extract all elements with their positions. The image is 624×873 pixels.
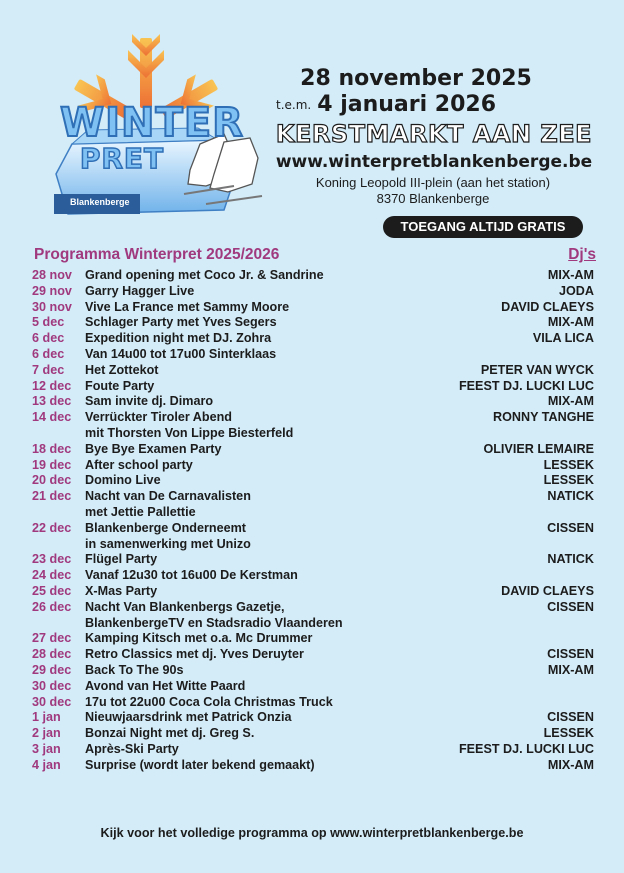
program-title: Programma Winterpret 2025/2026 [34, 246, 280, 263]
event-dj: JODA [559, 283, 594, 298]
event-dj: FEEST DJ. LUCKI LUC [458, 741, 594, 756]
event-row [32, 300, 594, 316]
event-title: Blankenberge Onderneemt [85, 520, 246, 535]
event-row [32, 552, 594, 568]
event-row [32, 647, 594, 663]
event-title: Domino Live [85, 473, 161, 488]
event-date: 6 dec [32, 346, 65, 361]
event-title: Grand opening met Coco Jr. & Sandrine [85, 268, 324, 282]
events-list [32, 268, 594, 774]
footer-note: Kijk voor het volledige programma op www.winterpretblankenberge.be [100, 826, 524, 840]
event-row [32, 268, 594, 284]
program-header [34, 246, 596, 266]
winterpret-logo [28, 34, 268, 224]
event-dj: RONNY TANGHE [493, 410, 594, 425]
event-row [32, 458, 594, 474]
event-dj: CISSEN [547, 599, 594, 614]
date-end: 4 januari 2026 [317, 92, 497, 117]
event-title: Foute Party [85, 378, 155, 393]
event-row [32, 742, 594, 758]
event-title: Van 14u00 tot 17u00 Sinterklaas [85, 346, 277, 361]
event-dj: DAVID CLAEYS [501, 583, 594, 598]
event-row [32, 489, 594, 521]
event-row [32, 473, 594, 489]
event-row [32, 410, 594, 442]
event-date: 13 dec [32, 394, 72, 409]
event-dj: MIX-AM [547, 268, 594, 282]
event-title: Kamping Kitsch met o.a. Mc Drummer [85, 631, 313, 646]
event-title: Avond van Het Witte Paard [85, 678, 246, 693]
event-title: Verrückter Tiroler Abend [85, 410, 232, 425]
event-date: 23 dec [32, 552, 72, 567]
event-row [32, 442, 594, 458]
event-dj: MIX-AM [547, 394, 594, 409]
event-title: Nacht Van Blankenbergs Gazetje, [85, 599, 285, 614]
event-date: 20 dec [32, 473, 72, 488]
logo-word-winter: WINTER [60, 100, 244, 146]
event-title: X-Mas Party [85, 583, 158, 598]
event-date: 12 dec [32, 378, 72, 393]
event-title: Bonzai Night met dj. Greg S. [85, 726, 255, 741]
event-title: Sam invite dj. Dimaro [85, 394, 214, 409]
event-row [32, 631, 594, 647]
date-start: 28 november 2025 [300, 66, 532, 91]
event-row [32, 568, 594, 584]
event-row [32, 347, 594, 363]
event-dj: MIX-AM [547, 662, 594, 677]
event-dates [276, 66, 556, 118]
event-date: 18 dec [32, 441, 72, 456]
event-date: 2 jan [32, 726, 61, 741]
logo-word-pret: PRET [79, 142, 165, 175]
event-date: 21 dec [32, 489, 72, 504]
event-dj: CISSEN [547, 710, 594, 725]
event-row [32, 600, 594, 632]
free-entry-badge: TOEGANG ALTIJD GRATIS [383, 216, 583, 238]
event-dj: VILA LICA [532, 331, 594, 346]
event-row [32, 710, 594, 726]
event-title-continued: in samenwerking met Unizo [85, 536, 251, 551]
event-title: Retro Classics met dj. Yves Deruyter [85, 647, 304, 662]
event-dj: CISSEN [547, 520, 594, 535]
event-date: 29 nov [32, 283, 72, 298]
event-dj: LESSEK [543, 473, 594, 488]
event-date: 24 dec [32, 568, 72, 583]
event-title: Surprise (wordt later bekend gemaakt) [85, 757, 315, 772]
event-dj: DAVID CLAEYS [501, 299, 594, 314]
event-title: Het Zottekot [85, 362, 159, 377]
event-row [32, 315, 594, 331]
event-date: 14 dec [32, 410, 72, 425]
event-dj: MIX-AM [547, 757, 594, 772]
date-tem: t.e.m. [276, 98, 312, 112]
event-title-continued: met Jettie Pallettie [85, 504, 196, 519]
event-row [32, 663, 594, 679]
event-dj: LESSEK [543, 457, 594, 472]
event-title: Nacht van De Carnavalisten [85, 489, 251, 504]
event-date: 22 dec [32, 520, 72, 535]
event-title: Vive La France met Sammy Moore [85, 299, 290, 314]
event-date: 30 nov [32, 299, 72, 314]
event-row [32, 584, 594, 600]
event-title: Back To The 90s [85, 662, 184, 677]
address-line-1: Koning Leopold III-plein (aan het station) [315, 175, 551, 190]
event-row [32, 521, 594, 553]
market-title: KERSTMARKT AAN ZEE [275, 120, 593, 148]
event-date: 29 dec [32, 662, 72, 677]
event-dj: OLIVIER LEMAIRE [483, 441, 594, 456]
event-dj: LESSEK [543, 726, 594, 741]
event-row [32, 394, 594, 410]
event-title-continued: mit Thorsten Von Lippe Biesterfeld [85, 425, 294, 440]
event-title: 17u tot 22u00 Coca Cola Christmas Truck [85, 694, 333, 709]
event-dj: MIX-AM [547, 315, 594, 330]
event-row [32, 758, 594, 774]
event-date: 4 jan [32, 757, 61, 772]
event-title-continued: BlankenbergeTV en Stadsradio Vlaanderen [85, 615, 343, 630]
event-title: Schlager Party met Yves Segers [85, 315, 277, 330]
event-title: After school party [85, 457, 193, 472]
event-row [32, 284, 594, 300]
address [278, 175, 588, 207]
event-dj: FEEST DJ. LUCKI LUC [458, 378, 594, 393]
event-date: 7 dec [32, 362, 65, 377]
event-dj: NATICK [547, 489, 594, 504]
event-row [32, 695, 594, 711]
website-url: www.winterpretblankenberge.be [275, 152, 593, 172]
event-title: Bye Bye Examen Party [85, 441, 222, 456]
event-row [32, 726, 594, 742]
event-dj: PETER VAN WYCK [480, 362, 594, 377]
event-dj: CISSEN [547, 647, 594, 662]
logo-brand-label: Blankenberge [70, 197, 130, 207]
event-row [32, 363, 594, 379]
event-date: 27 dec [32, 631, 72, 646]
address-line-2: 8370 Blankenberge [376, 191, 490, 206]
event-date: 28 nov [32, 268, 72, 282]
event-date: 1 jan [32, 710, 61, 725]
event-title: Vanaf 12u30 tot 16u00 De Kerstman [85, 568, 298, 583]
date-end-line [276, 92, 556, 118]
event-dj: NATICK [547, 552, 594, 567]
event-title: Nieuwjaarsdrink met Patrick Onzia [85, 710, 292, 725]
event-title: Garry Hagger Live [85, 283, 195, 298]
event-title: Après-Ski Party [85, 741, 179, 756]
event-date: 3 jan [32, 741, 61, 756]
event-date: 30 dec [32, 694, 72, 709]
dj-heading: Dj's [568, 246, 596, 263]
event-date: 28 dec [32, 647, 72, 662]
event-title: Expedition night met DJ. Zohra [85, 331, 272, 346]
event-date: 26 dec [32, 599, 72, 614]
event-row [32, 331, 594, 347]
event-date: 6 dec [32, 331, 65, 346]
event-date: 30 dec [32, 678, 72, 693]
event-row [32, 379, 594, 395]
event-row [32, 679, 594, 695]
event-date: 25 dec [32, 583, 72, 598]
event-title: Flügel Party [85, 552, 158, 567]
event-date: 5 dec [32, 315, 65, 330]
event-date: 19 dec [32, 457, 72, 472]
